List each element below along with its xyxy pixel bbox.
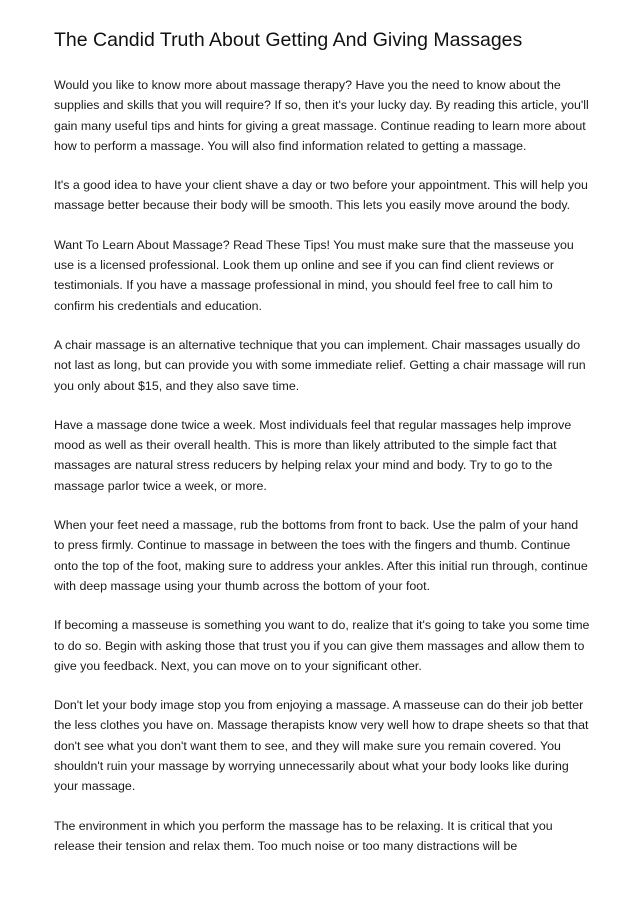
paragraph-licensed-professional: Want To Learn About Massage? Read These Tips! You must make sure that the masseuse you use is a licensed professional. Look them up online and see if you can find client reviews or testimonials. If you have a massage professional in mind, you should feel free to call him to confirm his credentials and education. xyxy=(54,237,574,313)
document-page xyxy=(54,28,590,875)
paragraph-becoming-masseuse: If becoming a masseuse is something you want to do, realize that it's going to take you some time to do so. Begin with asking those that trust you if you can give them massages and allow them to give you feedback. Next, you can move on to your significant other. xyxy=(54,618,590,673)
paragraph-feet: When your feet need a massage, rub the bottoms from front to back. Use the palm of your hand to press firmly. Continue to massage in between the toes with the fingers and thumb. Continue onto the top of the foot, making sure to address your ankles. After this initial run through, continue with deep massage using your thumb across the bottom of your foot. xyxy=(54,518,588,593)
paragraph-body-image: Don't let your body image stop you from enjoying a massage. A masseuse can do their job better the less clothes you have on. Massage therapists know very well how to drape sheets so that that don't see what you don't want them to see, and they will make sure you remain covered. You shouldn't ruin your massage by worrying unnecessarily about what your body looks like during your massage. xyxy=(54,698,589,794)
paragraph-intro: Would you like to know more about massage therapy? Have you the need to know about the supplies and skills that you will require? If so, then it's your lucky day. By reading this article, you'll gain many useful tips and hints for giving a great massage. Continue reading to learn more about how to perform a massage. You will also find information related to getting a massage. xyxy=(54,78,589,153)
paragraph-twice-a-week: Have a massage done twice a week. Most individuals feel that regular massages help improve mood as well as their overall health. This is more than likely attributed to the simple fact that massages are natural stress reducers by helping relax your mind and body. Try to go to the massage parlor twice a week, or more. xyxy=(54,417,572,493)
paragraph-environment: The environment in which you perform the massage has to be relaxing. It is critical that you release their tension and relax them. Too much noise or too many distractions will be xyxy=(54,818,553,853)
page-title: The Candid Truth About Getting And Giving Massages xyxy=(54,29,523,51)
paragraph-shave: It's a good idea to have your client shave a day or two before your appointment. This will help you massage better because their body will be smooth. This lets you easily move around the body. xyxy=(54,178,588,213)
paragraph-chair-massage: A chair massage is an alternative technique that you can implement. Chair massages usually do not last as long, but can provide you with some immediate relief. Getting a chair massage will run you only about $15, and they also save time. xyxy=(54,337,586,393)
